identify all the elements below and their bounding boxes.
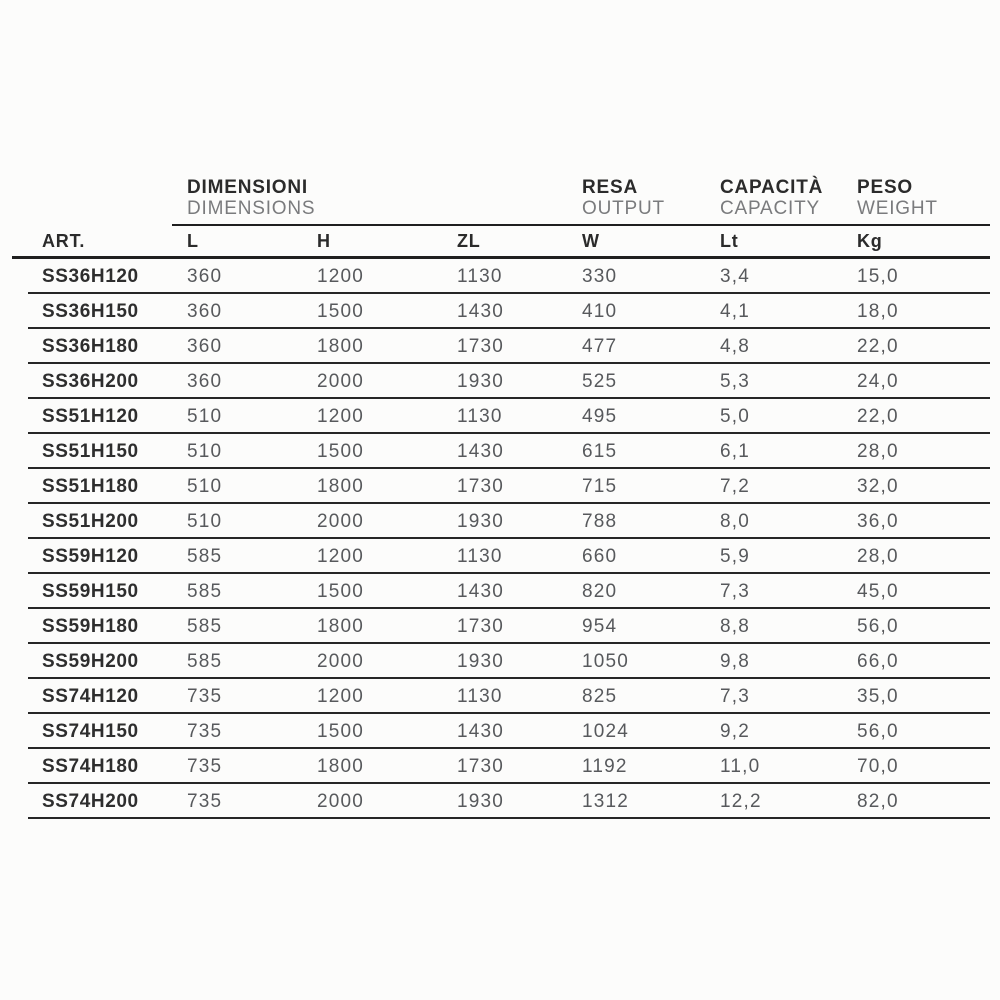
cell-art: SS36H180 — [42, 335, 139, 357]
cell-lt: 4,1 — [720, 300, 751, 322]
cell-lt: 4,8 — [720, 335, 751, 357]
cell-zl: 1430 — [457, 300, 505, 322]
cell-w: 410 — [582, 300, 618, 322]
cell-zl: 1730 — [457, 475, 505, 497]
cell-h: 2000 — [317, 510, 365, 532]
cell-zl: 1930 — [457, 650, 505, 672]
cell-zl: 1730 — [457, 755, 505, 777]
column-header-lt: Lt — [720, 230, 739, 251]
cell-art: SS74H180 — [42, 755, 139, 777]
group-capacity — [720, 177, 857, 219]
cell-l: 735 — [187, 685, 223, 707]
cell-zl: 1430 — [457, 440, 505, 462]
column-header-zl: ZL — [457, 230, 481, 251]
cell-w: 615 — [582, 440, 618, 462]
cell-l: 585 — [187, 650, 223, 672]
cell-kg: 28,0 — [857, 440, 899, 462]
cell-zl: 1130 — [457, 545, 503, 567]
cell-kg: 24,0 — [857, 370, 899, 392]
cell-art: SS51H180 — [42, 475, 139, 497]
group-title-peso: PESO — [857, 177, 913, 198]
table-body — [12, 259, 990, 819]
cell-l: 360 — [187, 370, 223, 392]
cell-zl: 1930 — [457, 790, 505, 812]
cell-h: 2000 — [317, 650, 365, 672]
cell-art: SS51H120 — [42, 405, 139, 427]
cell-l: 735 — [187, 790, 223, 812]
cell-kg: 28,0 — [857, 545, 899, 567]
group-subtitle-dimensions: DIMENSIONS — [187, 198, 316, 219]
cell-lt: 8,8 — [720, 615, 751, 637]
cell-l: 510 — [187, 440, 223, 462]
column-header-h: H — [317, 230, 331, 251]
cell-kg: 22,0 — [857, 335, 899, 357]
cell-kg: 45,0 — [857, 580, 899, 602]
cell-w: 525 — [582, 370, 618, 392]
cell-art: SS59H200 — [42, 650, 139, 672]
cell-w: 1024 — [582, 720, 630, 742]
cell-l: 735 — [187, 720, 223, 742]
cell-l: 510 — [187, 475, 223, 497]
cell-l: 360 — [187, 265, 223, 287]
group-subtitle-output: OUTPUT — [582, 198, 665, 219]
column-header-l: L — [187, 230, 199, 251]
column-header-kg: Kg — [857, 230, 883, 251]
cell-zl: 1430 — [457, 720, 505, 742]
cell-kg: 35,0 — [857, 685, 899, 707]
cell-w: 660 — [582, 545, 618, 567]
table-row — [12, 399, 990, 434]
cell-h: 2000 — [317, 370, 365, 392]
cell-zl: 1130 — [457, 405, 503, 427]
cell-art: SS59H120 — [42, 545, 139, 567]
cell-zl: 1730 — [457, 615, 505, 637]
cell-zl: 1730 — [457, 335, 505, 357]
table-row — [12, 539, 990, 574]
cell-lt: 9,2 — [720, 720, 751, 742]
table-row — [12, 469, 990, 504]
cell-h: 1800 — [317, 755, 365, 777]
table-row — [12, 714, 990, 749]
cell-w: 330 — [582, 265, 618, 287]
group-subtitle-capacity: CAPACITY — [720, 198, 821, 219]
cell-w: 1192 — [582, 755, 628, 777]
cell-art: SS74H200 — [42, 790, 139, 812]
column-header-w: W — [582, 230, 600, 251]
table-row — [12, 609, 990, 644]
cell-lt: 7,3 — [720, 580, 751, 602]
cell-lt: 11,0 — [720, 755, 761, 777]
cell-lt: 5,9 — [720, 545, 751, 567]
cell-h: 1800 — [317, 335, 365, 357]
cell-l: 360 — [187, 300, 223, 322]
group-header-band — [12, 177, 990, 226]
cell-kg: 56,0 — [857, 720, 899, 742]
cell-kg: 22,0 — [857, 405, 899, 427]
cell-h: 1200 — [317, 545, 365, 567]
cell-lt: 5,3 — [720, 370, 751, 392]
table-row — [12, 434, 990, 469]
group-title-dimensioni: DIMENSIONI — [187, 177, 308, 198]
table-row — [12, 679, 990, 714]
cell-w: 715 — [582, 475, 618, 497]
table-row — [12, 329, 990, 364]
cell-art: SS74H150 — [42, 720, 139, 742]
cell-l: 585 — [187, 580, 223, 602]
cell-w: 1050 — [582, 650, 630, 672]
cell-art: SS36H150 — [42, 300, 139, 322]
cell-kg: 82,0 — [857, 790, 899, 812]
table-row — [12, 784, 990, 819]
cell-h: 1500 — [317, 720, 365, 742]
cell-zl: 1130 — [457, 265, 503, 287]
cell-lt: 7,2 — [720, 475, 751, 497]
group-dimensions — [187, 177, 582, 219]
cell-l: 510 — [187, 510, 223, 532]
spec-table — [12, 177, 990, 819]
group-output — [582, 177, 720, 219]
cell-h: 1500 — [317, 440, 365, 462]
cell-art: SS74H120 — [42, 685, 139, 707]
cell-h: 1500 — [317, 300, 365, 322]
cell-lt: 3,4 — [720, 265, 751, 287]
cell-l: 510 — [187, 405, 223, 427]
cell-w: 1312 — [582, 790, 630, 812]
table-row — [12, 749, 990, 784]
cell-l: 735 — [187, 755, 223, 777]
cell-l: 585 — [187, 615, 223, 637]
cell-zl: 1930 — [457, 370, 505, 392]
group-subtitle-weight: WEIGHT — [857, 198, 938, 219]
cell-l: 585 — [187, 545, 223, 567]
cell-art: SS51H200 — [42, 510, 139, 532]
table-row — [12, 644, 990, 679]
cell-lt: 9,8 — [720, 650, 751, 672]
group-title-resa: RESA — [582, 177, 638, 198]
table-row — [12, 504, 990, 539]
cell-kg: 70,0 — [857, 755, 899, 777]
column-header-row — [12, 226, 990, 259]
cell-kg: 56,0 — [857, 615, 899, 637]
table-row — [12, 364, 990, 399]
cell-art: SS51H150 — [42, 440, 139, 462]
cell-h: 1200 — [317, 685, 365, 707]
cell-lt: 6,1 — [720, 440, 751, 462]
cell-kg: 66,0 — [857, 650, 899, 672]
cell-w: 495 — [582, 405, 618, 427]
cell-w: 825 — [582, 685, 618, 707]
cell-h: 1200 — [317, 265, 365, 287]
cell-kg: 15,0 — [857, 265, 899, 287]
cell-kg: 36,0 — [857, 510, 899, 532]
cell-kg: 18,0 — [857, 300, 899, 322]
cell-kg: 32,0 — [857, 475, 899, 497]
cell-lt: 7,3 — [720, 685, 751, 707]
cell-art: SS36H200 — [42, 370, 139, 392]
table-row — [12, 574, 990, 609]
cell-lt: 8,0 — [720, 510, 751, 532]
group-title-capacita: CAPACITÀ — [720, 177, 824, 198]
cell-w: 477 — [582, 335, 618, 357]
cell-h: 2000 — [317, 790, 365, 812]
cell-h: 1500 — [317, 580, 365, 602]
cell-h: 1200 — [317, 405, 365, 427]
cell-l: 360 — [187, 335, 223, 357]
cell-lt: 12,2 — [720, 790, 762, 812]
cell-w: 788 — [582, 510, 618, 532]
cell-zl: 1130 — [457, 685, 503, 707]
cell-art: SS59H150 — [42, 580, 139, 602]
cell-h: 1800 — [317, 615, 365, 637]
cell-zl: 1430 — [457, 580, 505, 602]
cell-art: SS36H120 — [42, 265, 139, 287]
group-weight — [857, 177, 990, 219]
cell-h: 1800 — [317, 475, 365, 497]
cell-w: 820 — [582, 580, 618, 602]
cell-w: 954 — [582, 615, 618, 637]
group-underline-rule — [172, 224, 990, 226]
table-row — [12, 259, 990, 294]
table-row — [12, 294, 990, 329]
cell-zl: 1930 — [457, 510, 505, 532]
cell-lt: 5,0 — [720, 405, 751, 427]
column-header-art: ART. — [42, 230, 86, 251]
cell-art: SS59H180 — [42, 615, 139, 637]
